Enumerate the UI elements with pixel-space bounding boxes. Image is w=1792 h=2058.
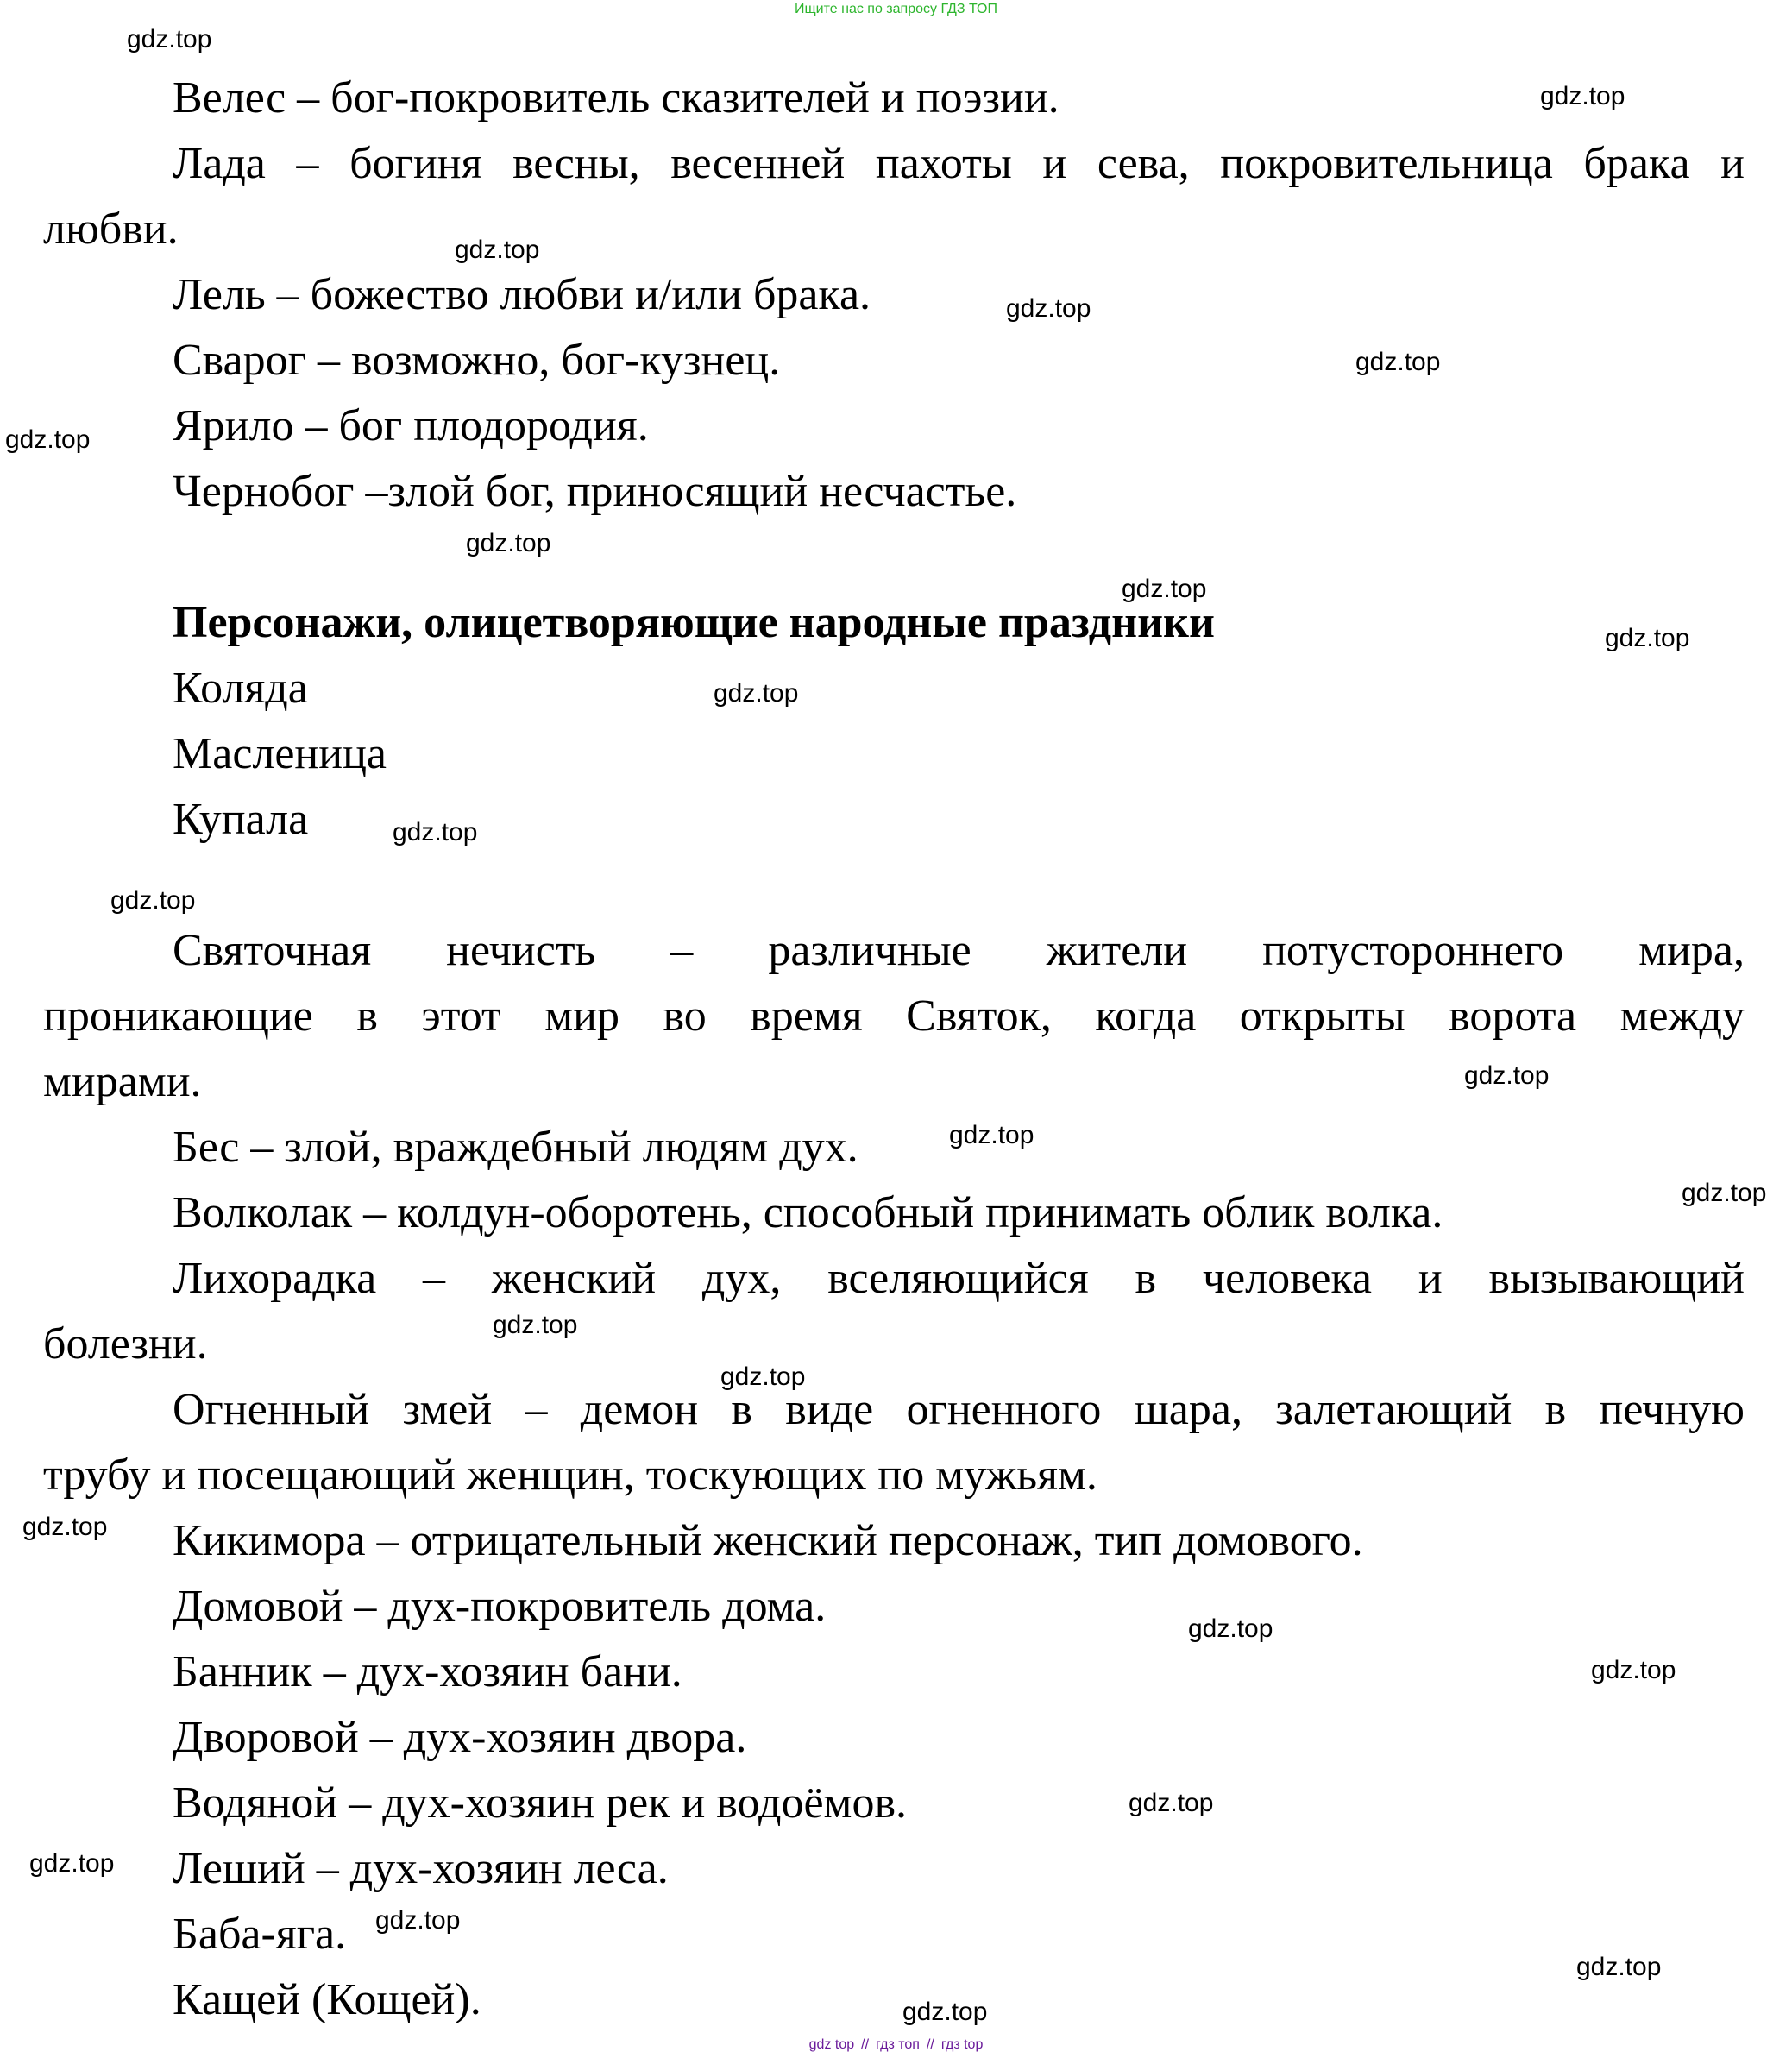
text-line-svyatochnaya-1: Святочная нечисть – различные жители потустороннего мира, — [173, 926, 1745, 975]
text-line-lada-1: Лада – богиня весны, весенней пахоты и сева, покровительница брака и — [173, 139, 1745, 188]
watermark: gdz.top — [393, 818, 478, 846]
watermark: gdz.top — [493, 1311, 578, 1339]
text-line-kupala: Купала — [173, 795, 309, 844]
text-line-kikimora: Кикимора – отрицательный женский персонаж, тип домового. — [173, 1516, 1363, 1565]
section-heading: Персонажи, олицетворяющие народные праздники — [173, 598, 1215, 647]
text-line-ognenny-2: трубу и посещающий женщин, тоскующих по мужьям. — [43, 1451, 1097, 1500]
top-banner[interactable]: Ищите нас по запросу ГДЗ ТОП — [795, 2, 997, 16]
text-line-yarilo: Ярило – бог плодородия. — [173, 401, 649, 450]
text-line-leshiy: Леший – дух-хозяин леса. — [173, 1844, 669, 1893]
watermark: gdz.top — [29, 1849, 115, 1878]
watermark: gdz.top — [1540, 82, 1625, 110]
text-line-svarog: Сварог – возможно, бог-кузнец. — [173, 336, 781, 385]
text-line-likhoradka-1: Лихорадка – женский дух, вселяющийся в человека и вызывающий — [173, 1254, 1745, 1303]
text-line-volkolak: Волколак – колдун-оборотень, способный принимать облик волка. — [173, 1188, 1443, 1237]
watermark: gdz.top — [22, 1513, 108, 1541]
watermark: gdz.top — [127, 25, 212, 53]
text-line-vodyanoy: Водяной – дух-хозяин рек и водоёмов. — [173, 1778, 907, 1828]
text-line-bannik: Банник – дух-хозяин бани. — [173, 1647, 682, 1696]
watermark: gdz.top — [1682, 1179, 1767, 1207]
text-line-ognenny-1: Огненный змей – демон в виде огненного шара, залетающий в печную — [173, 1385, 1745, 1434]
text-line-likhoradka-2: болезни. — [43, 1319, 208, 1369]
text-line-maslenitsa: Масленица — [173, 729, 387, 778]
watermark: gdz.top — [1188, 1614, 1273, 1643]
bottom-link[interactable]: гдз топ — [876, 2037, 920, 2052]
watermark: gdz.top — [1605, 624, 1690, 652]
watermark: gdz.top — [720, 1363, 806, 1391]
bottom-links: gdz top // гдз топ // гдз top — [808, 2037, 984, 2052]
watermark: gdz.top — [902, 1998, 988, 2026]
watermark: gdz.top — [1355, 348, 1441, 376]
watermark: gdz.top — [375, 1906, 461, 1935]
text-line-lada-2: любви. — [43, 205, 179, 254]
watermark: gdz.top — [949, 1121, 1034, 1149]
bottom-link[interactable]: gdz top — [808, 2037, 855, 2052]
watermark: gdz.top — [110, 886, 196, 915]
watermark: gdz.top — [1006, 294, 1091, 323]
text-line-lel: Лель – божество любви и/или брака. — [173, 270, 871, 319]
watermark: gdz.top — [1122, 575, 1207, 603]
watermark: gdz.top — [466, 529, 551, 557]
text-line-kashchey: Кащей (Кощей). — [173, 1975, 481, 2024]
text-line-svyatochnaya-3: мирами. — [43, 1057, 202, 1106]
watermark: gdz.top — [1591, 1656, 1676, 1684]
text-line-chernobog: Чернобог –злой бог, приносящий несчастье. — [173, 467, 1017, 516]
watermark: gdz.top — [1576, 1953, 1662, 1981]
bottom-link[interactable]: гдз top — [940, 2037, 984, 2052]
watermark: gdz.top — [5, 425, 91, 454]
text-line-svyatochnaya-2: проникающие в этот мир во время Святок, когда открыты ворота между — [43, 991, 1745, 1041]
watermark: gdz.top — [455, 236, 540, 264]
watermark: gdz.top — [1129, 1789, 1214, 1817]
text-line-dvorovoy: Дворовой – дух-хозяин двора. — [173, 1713, 747, 1762]
text-line-baba-yaga: Баба-яга. — [173, 1910, 347, 1959]
text-line-kolyada: Коляда — [173, 664, 308, 713]
watermark: gdz.top — [1464, 1061, 1550, 1090]
text-line-domovoy: Домовой – дух-покровитель дома. — [173, 1582, 827, 1631]
text-line-veles: Велес – бог-покровитель сказителей и поэзии. — [173, 73, 1059, 123]
text-line-bes: Бес – злой, враждебный людям дух. — [173, 1123, 858, 1172]
watermark: gdz.top — [714, 679, 799, 708]
